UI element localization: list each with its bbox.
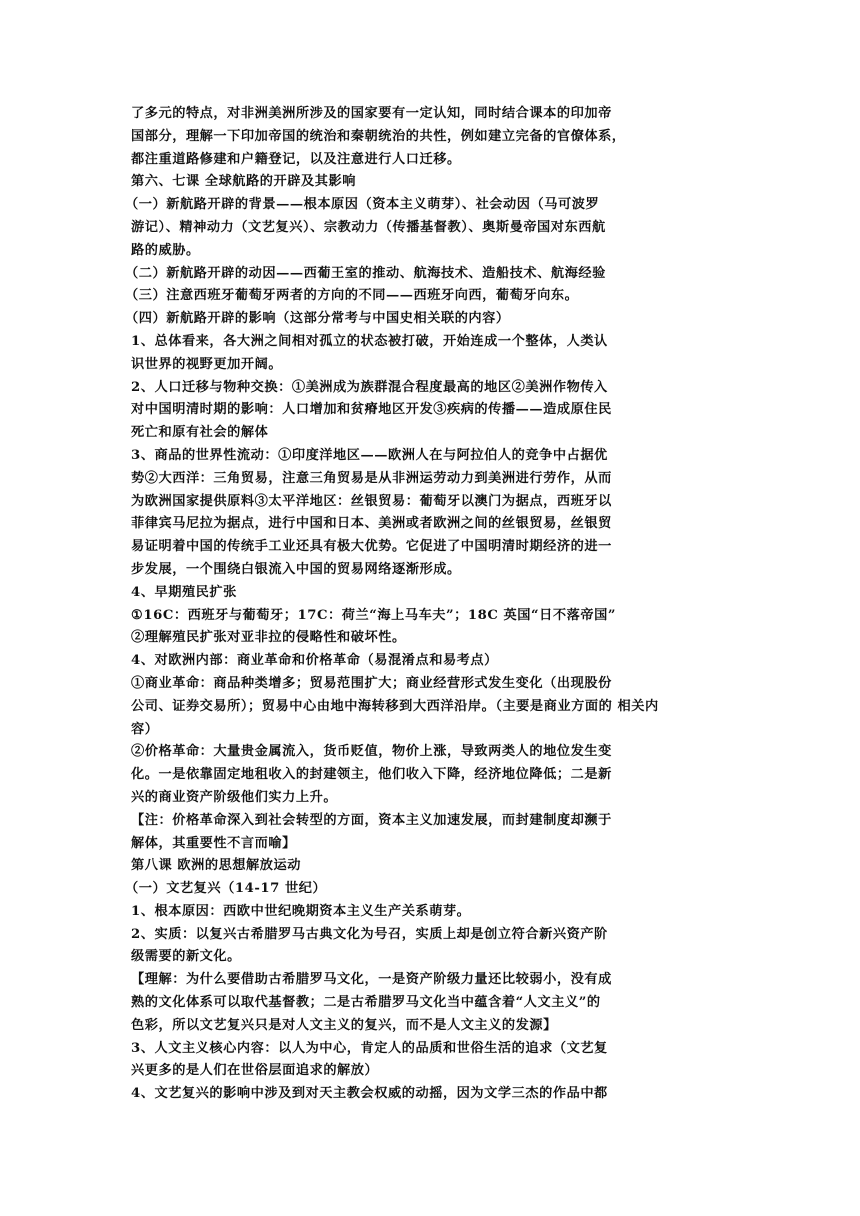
text-line: 识世界的视野更加开阔。 bbox=[131, 356, 283, 372]
text-line: 容） bbox=[131, 721, 159, 737]
text-line: 3、人文主义核心内容：以人为中心，肯定人的品质和世俗生活的追求（文艺复 bbox=[131, 1040, 608, 1056]
note-line: 【理解：为什么要借助古希腊罗马文化，一是资产阶级力量还比较弱小，没有成 bbox=[131, 972, 612, 988]
text-line: 1、根本原因：西欧中世纪晚期资本主义生产关系萌芽。 bbox=[131, 903, 471, 919]
text-line: 级需要的新文化。 bbox=[131, 949, 241, 965]
text-line: 都注重道路修建和户籍登记，以及注意进行人口迁移。 bbox=[131, 151, 461, 167]
note-line: 解体，其重要性不言而喻】 bbox=[131, 835, 296, 851]
text-line: ②价格革命：大量贵金属流入，货币贬值，物价上涨，导致两类人的地位发生变 bbox=[131, 744, 612, 760]
text-line: 2、人口迁移与物种交换：①美洲成为族群混合程度最高的地区②美洲作物传入 bbox=[131, 379, 608, 395]
text-line: 4、文艺复兴的影响中涉及到对天主教会权威的动摇，因为文学三杰的作品中都 bbox=[131, 1086, 608, 1102]
text-line: 兴更多的是人们在世俗层面追求的解放） bbox=[131, 1063, 379, 1079]
document-body bbox=[125, 103, 731, 1106]
text-line: ①商业革命：商品种类增多；贸易范围扩大；商业经营形式发生变化（出现股份 bbox=[131, 675, 612, 691]
text-line: 兴的商业资产阶级他们实力上升。 bbox=[131, 789, 338, 805]
text-line: 国部分，理解一下印加帝国的统治和秦朝统治的共性，例如建立完备的官僚体系， bbox=[131, 128, 626, 144]
section-heading-lesson-6-7: 第六、七课 全球航路的开辟及其影响 bbox=[131, 174, 356, 190]
section-heading-lesson-8: 第八课 欧洲的思想解放运动 bbox=[131, 858, 301, 874]
text-line: 对中国明清时期的影响：人口增加和贫瘠地区开发③疾病的传播——造成原住民 bbox=[131, 402, 612, 418]
text-line: 易证明着中国的传统手工业还具有极大优势。它促进了中国明清时期经济的进一 bbox=[131, 539, 612, 555]
text-line: 了多元的特点，对非洲美洲所涉及的国家要有一定认知，同时结合课本的印加帝 bbox=[131, 106, 612, 121]
text-line: 4、对欧洲内部：商业革命和价格革命（易混淆点和易考点） bbox=[131, 653, 498, 669]
text-line: 势②大西洋：三角贸易，注意三角贸易是从非洲运劳动力到美洲进行劳作，从而 bbox=[131, 470, 612, 486]
text-line: 步发展，一个围绕白银流入中国的贸易网络逐渐形成。 bbox=[131, 561, 461, 577]
text-line: 为欧洲国家提供原料③太平洋地区：丝银贸易：葡萄牙以澳门为据点，西班牙以 bbox=[131, 493, 612, 509]
text-line: 3、商品的世界性流动：①印度洋地区——欧洲人在与阿拉伯人的竞争中占据优 bbox=[131, 447, 608, 463]
text-line: ②理解殖民扩张对亚非拉的侵略性和破坏性。 bbox=[131, 630, 406, 646]
text-line: 化。一是依靠固定地租收入的封建领主，他们收入下降，经济地位降低；二是新 bbox=[131, 767, 612, 783]
text-line: 1、总体看来，各大洲之间相对孤立的状态被打破，开始连成一个整体，人类认 bbox=[131, 333, 608, 349]
text-line: （二）新航路开辟的动因——西葡王室的推动、航海技术、造船技术、航海经验 bbox=[125, 265, 606, 281]
text-line: ①16C：西班牙与葡萄牙；17C：荷兰“海上马车夫”；18C 英国“日不落帝国” bbox=[131, 607, 616, 623]
note-line: 【注：价格革命深入到社会转型的方面，资本主义加速发展，而封建制度却濒于 bbox=[131, 812, 612, 828]
note-line: 熟的文化体系可以取代基督教；二是古希腊罗马文化当中蕴含着“人文主义”的 bbox=[131, 995, 601, 1011]
text-line: 菲律宾马尼拉为据点，进行中国和日本、美洲或者欧洲之间的丝银贸易，丝银贸 bbox=[131, 516, 612, 532]
text-line: 死亡和原有社会的解体 bbox=[131, 425, 269, 441]
text-line: 4、早期殖民扩张 bbox=[131, 584, 237, 600]
text-line: 路的威胁。 bbox=[131, 242, 200, 258]
text-line: （四）新航路开辟的影响（这部分常考与中国史相关联的内容） bbox=[125, 311, 510, 327]
note-line: 色彩，所以文艺复兴只是对人文主义的复兴，而不是人文主义的发源】 bbox=[131, 1017, 557, 1033]
text-line: 2、实质：以复兴古希腊罗马古典文化为号召，实质上却是创立符合新兴资产阶 bbox=[131, 926, 608, 942]
text-line: 游记）、精神动力（文艺复兴）、宗教动力（传播基督教）、奥斯曼帝国对东西航 bbox=[131, 219, 606, 235]
text-line: （三）注意西班牙葡萄牙两者的方向的不同——西班牙向西，葡萄牙向东。 bbox=[125, 288, 579, 304]
text-line: （一）新航路开辟的背景——根本原因（资本主义萌芽）、社会动因（马可波罗 bbox=[125, 197, 600, 213]
text-line: （一）文艺复兴（14-17 世纪） bbox=[125, 881, 327, 897]
text-line: 公司、证券交易所）；贸易中心由地中海转移到大西洋沿岸。（主要是商业方面的 相关内 bbox=[131, 698, 659, 714]
